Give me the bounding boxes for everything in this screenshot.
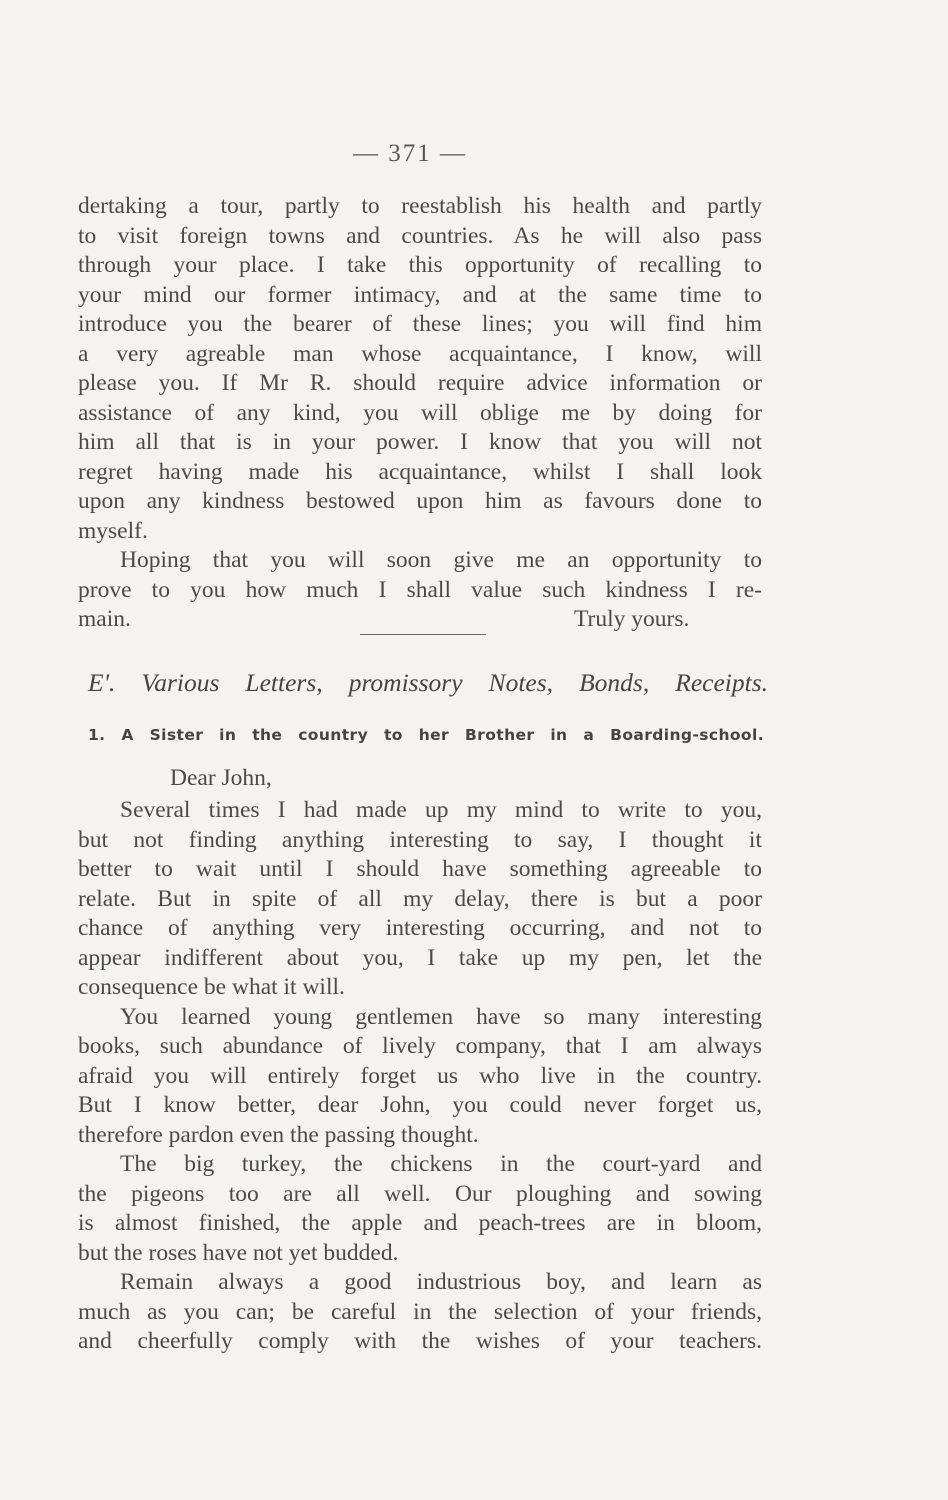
closing-word: main. — [78, 606, 131, 632]
text-line: therefore pardon even the passing thought. — [78, 1121, 479, 1148]
page-number: — 371 — — [353, 140, 467, 167]
text-line: But I know better, dear John, you could never forget us, — [78, 1092, 762, 1118]
text-line: appear indifferent about you, I take up my pen, let the — [78, 944, 762, 971]
signature-closing: Truly yours. — [574, 606, 690, 632]
text-line: please you. If Mr R. should require advice information or — [78, 370, 762, 396]
text-line: chance of anything very interesting occurring, and not to — [78, 915, 762, 941]
salutation: Dear John, — [170, 765, 272, 791]
text-line: a very agreable man whose acquaintance, I know, will — [78, 340, 762, 367]
text-line: myself. — [78, 517, 148, 544]
text-line: afraid you will entirely forget us who live in the country. — [78, 1062, 762, 1089]
text-line: but not finding anything interesting to say, I thought it — [78, 826, 762, 853]
text-line: prove to you how much I shall value such kindness I re- — [78, 576, 762, 603]
text-line: books, such abundance of lively company, that I am always — [78, 1033, 762, 1059]
closing-row — [78, 605, 762, 635]
text-line: relate. But in spite of all my delay, there is but a poor — [78, 885, 762, 912]
text-line: The big turkey, the chickens in the court-yard and — [120, 1151, 762, 1177]
text-line: to visit foreign towns and countries. As he will also pass — [78, 222, 762, 249]
text-line: the pigeons too are all well. Our ploughing and sowing — [78, 1180, 762, 1207]
text-line: is almost finished, the apple and peach-trees are in bloom, — [78, 1210, 762, 1236]
text-line: Several times I had made up my mind to write to you, — [120, 797, 762, 823]
letter-body — [78, 796, 762, 1357]
text-line: consequence be what it will. — [78, 974, 345, 1000]
text-line: assistance of any kind, you will oblige me by doing for — [78, 399, 762, 426]
text-line: upon any kindness bestowed upon him as favours done to — [78, 488, 762, 514]
text-line: introduce you the bearer of these lines; you will find him — [78, 311, 762, 337]
text-line: much as you can; be careful in the selection of your friends, — [78, 1298, 762, 1325]
text-line: Remain always a good industrious boy, and learn as — [120, 1269, 762, 1295]
text-line: Hoping that you will soon give me an opportunity to — [120, 547, 762, 573]
text-line: through your place. I take this opportunity of recalling to — [78, 252, 762, 278]
text-line: but the roses have not yet budded. — [78, 1239, 399, 1266]
text-line: better to wait until I should have something agreeable to — [78, 856, 762, 882]
text-line: your mind our former intimacy, and at the same time to — [78, 281, 762, 308]
letter-title: 1. A Sister in the country to her Brother in a Boarding-school. — [88, 726, 764, 744]
continuation-paragraph — [78, 192, 762, 635]
text-line: You learned young gentlemen have so many interesting — [120, 1003, 762, 1030]
section-heading: E'. Various Letters, promissory Notes, Bonds, Receipts. — [88, 668, 768, 697]
text-line: dertaking a tour, partly to reestablish his health and partly — [78, 193, 762, 219]
text-line: and cheerfully comply with the wishes of your teachers. — [78, 1328, 762, 1354]
text-line: him all that is in your power. I know that you will not — [78, 429, 762, 455]
text-line: regret having made his acquaintance, whilst I shall look — [78, 458, 762, 485]
section-divider — [360, 634, 486, 635]
